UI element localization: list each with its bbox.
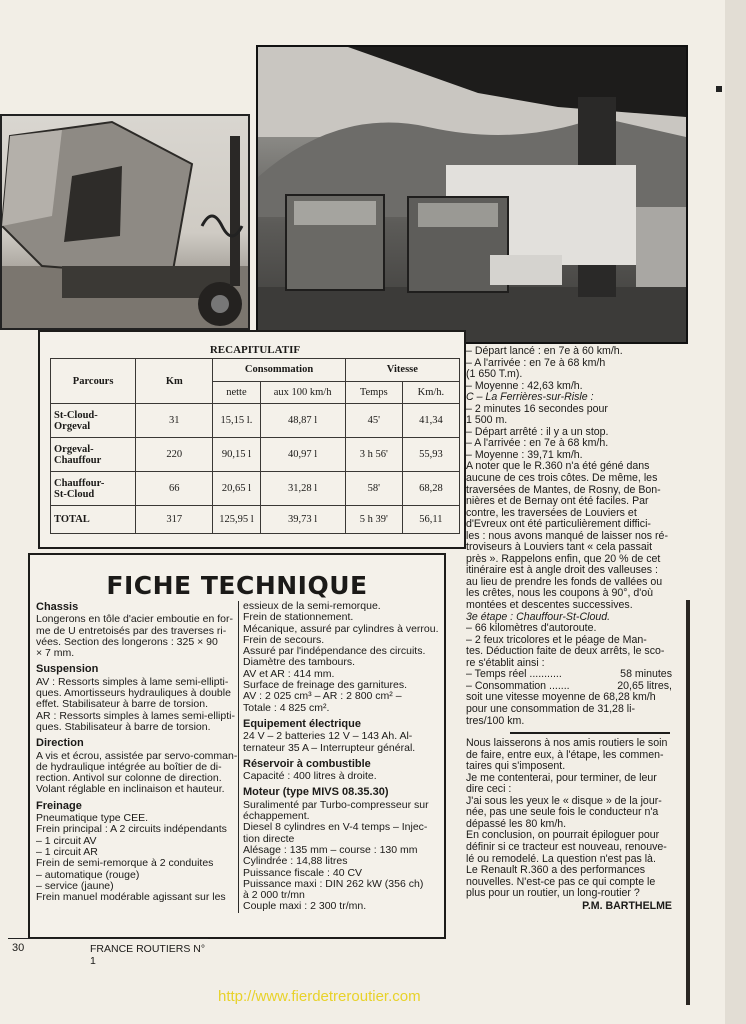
- author-signature: P.M. BARTHELME: [582, 899, 672, 912]
- article-column: [466, 346, 672, 912]
- section-heading: Freinage: [36, 799, 82, 812]
- section-text: A vis et écrou, assistée par servo-comman- de hydraulique intégrée au boîtier de di- rection. Antivol sur colonne de direction. Volant réglable en inclinaison et hauteur.: [36, 749, 238, 796]
- section-heading: Equipement électrique: [243, 717, 361, 730]
- row-temps: 58': [345, 472, 402, 506]
- col-nette: nette: [213, 381, 260, 404]
- result-label: – Consommation .......: [466, 679, 570, 692]
- row-aux100: 39,73 l: [260, 506, 345, 534]
- row-nette: 90,15 l: [213, 438, 260, 472]
- page-edge: [725, 0, 746, 1024]
- section-heading: Réservoir à combustible: [243, 757, 371, 770]
- article-paragraph: – 66 kilomètres d'autoroute. – 2 feux tricolores et le péage de Man- tes. Déduction faite de deux arrêts, le sco- re s'établit ainsi :: [466, 622, 665, 669]
- row-temps: 3 h 56': [345, 438, 402, 472]
- footer-rule: [8, 938, 208, 939]
- photo-tilted-cab: [0, 114, 250, 330]
- recap-grid: [50, 338, 460, 534]
- col-parcours: Parcours: [51, 359, 136, 404]
- row-aux100: 40,97 l: [260, 438, 345, 472]
- section-text: Capacité : 400 litres à droite.: [243, 770, 377, 783]
- page-edge-bar: [686, 600, 690, 1005]
- row-km: 317: [136, 506, 213, 534]
- page-number: 30: [12, 942, 25, 954]
- fiche-column-left: [36, 597, 238, 903]
- row-km: 220: [136, 438, 213, 472]
- row-nette: 20,65 l: [213, 472, 260, 506]
- section-heading: Suspension: [36, 663, 99, 676]
- article-paragraph: – 2 minutes 16 secondes pour 1 500 m. – Départ arrêté : il y a un stop. – A l'arrivée : en 7e à 68 km/h. – Moyenne : 39,71 km/h. A noter que le R.360 n'a été géné dans aucune de ces trois côtes. De même, les traversées de Mantes, de Rosny, de Bon- nières et de Bernay ont été faciles. Par contre, les traversées de Louviers et d'Evreux ont été particulièrement diffici- les : nous avons manqué de laisser nos ré- troviseurs à Louviers tant « cela passait près ». Rappelons enfin, que 20 % de cet itinéraire est à angle droit des valleuses : au lieu de prendre les fonds de vallées ou les crêtes, nous les coupons à 90°, d'où montées et descentes successives.: [466, 402, 668, 612]
- col-consommation: Consommation: [213, 359, 345, 382]
- row-name: TOTAL: [51, 506, 136, 534]
- photo-trucks-under-bridge: [256, 45, 688, 344]
- section-divider: [510, 732, 670, 734]
- row-temps: 5 h 39': [345, 506, 402, 534]
- row-kmh: 56,11: [402, 506, 459, 534]
- result-label: – Temps réel ...........: [466, 668, 562, 681]
- edge-mark: [716, 86, 722, 92]
- result-value: 58 minutes: [620, 668, 672, 681]
- section-heading: Chassis: [36, 601, 79, 613]
- fiche-column-right: [238, 601, 445, 913]
- section-text: Suralimenté par Turbo-compresseur sur échappement. Diesel 8 cylindres en V-4 temps – Injec- tion directe Alésage : 135 mm – course : 130 mm Cylindrée : 14,88 litres Puissance fiscale : 40 CV Puissance maxi : DIN 262 kW (356 ch) à 2 000 tr/mn Couple maxi : 2 300 tr/mn.: [243, 798, 429, 913]
- col-km: Km: [136, 359, 213, 404]
- fiche-title: FICHE TECHNIQUE: [106, 571, 368, 600]
- section-text: AV : Ressorts simples à lame semi-ellipti- ques. Amortisseurs hydrauliques à double effet. Stabilisateur à barre de torsion. AR : Ressorts simples à lames semi-ellipti- ques. Stabilisateur à barre de torsion.: [36, 675, 235, 733]
- row-kmh: 68,28: [402, 472, 459, 506]
- col-kmh: Km/h.: [402, 381, 459, 404]
- section-text: Longerons en tôle d'acier emboutie en for- me de U entretoisés par des traverses ri- vées. Section des longerons : 325 × 90 × 7 mm.: [36, 613, 233, 660]
- row-nette: 15,15 l.: [213, 404, 260, 438]
- section-text: Pneumatique type CEE. Frein principal : A 2 circuits indépendants – 1 circuit AV – 1 circuit AR Frein de semi-remorque à 2 conduites – automatique (rouge) – service (jaune) Frein manuel modérable agissant sur les: [36, 812, 227, 904]
- row-aux100: 48,87 l: [260, 404, 345, 438]
- row-name: St-Cloud- Orgeval: [51, 404, 136, 438]
- col-temps: Temps: [345, 381, 402, 404]
- fiche-technique: [28, 553, 446, 939]
- article-paragraph: Nous laisserons à nos amis routiers le soin de faire, entre eux, à l'étape, les commen- taires qui s'imposent. Je me contenterai, pour terminer, de leur dire ceci : J'ai sous les yeux le « disque » de la jour- née, pas une seule fois le conducteur n'a dépassé les 80 km/h. En conclusion, on pourrait épiloguer pour définir si ce tracteur est nouveau, renouve- lé ou remodelé. La question n'est pas là. Le Renault R.360 a des performances nouvelles. N'est-ce pas ce qui compte le plus pour un routier, un long-routier ?: [466, 737, 668, 900]
- row-km: 66: [136, 472, 213, 506]
- table-row: [51, 404, 460, 438]
- row-name: Chauffour- St-Cloud: [51, 472, 136, 506]
- row-km: 31: [136, 404, 213, 438]
- magazine-name: FRANCE ROUTIERS N° 1: [90, 943, 206, 967]
- row-temps: 45': [345, 404, 402, 438]
- col-vitesse: Vitesse: [345, 359, 459, 382]
- section-text: essieux de la semi-remorque. Frein de stationnement. Mécanique, assuré par cylindres à verrou. Frein de secours. Assuré par l'indépendance des circuits. Diamètre des tambours. AV et AR : 414 mm. Surface de freinage des garnitures. AV : 2 025 cm³ – AR : 2 800 cm² – Totale : 4 825 cm².: [243, 600, 439, 714]
- row-aux100: 31,28 l: [260, 472, 345, 506]
- article-stage-heading: 3e étape : Chauffour-St-Cloud.: [466, 610, 611, 623]
- result-value: 20,65 litres,: [617, 679, 672, 692]
- row-kmh: 41,34: [402, 404, 459, 438]
- article-stage-heading: C – La Ferrières-sur-Risle :: [466, 391, 594, 404]
- row-kmh: 55,93: [402, 438, 459, 472]
- article-paragraph: soit une vitesse moyenne de 68,28 km/h pour une consommation de 31,28 li- tres/100 km.: [466, 691, 656, 727]
- table-row: [51, 472, 460, 506]
- article-paragraph: – Départ lancé : en 7e à 60 km/h. – A l'arrivée : en 7e à 68 km/h (1 650 T.m). – Moyenne : 42,63 km/h.: [466, 345, 623, 392]
- row-name: Orgeval- Chauffour: [51, 438, 136, 472]
- col-aux100: aux 100 km/h: [260, 381, 345, 404]
- watermark-url[interactable]: http://www.fierdetreroutier.com: [218, 988, 421, 1005]
- section-heading: Direction: [36, 737, 84, 750]
- table-row: [51, 438, 460, 472]
- section-heading: Moteur (type MIVS 08.35.30): [243, 786, 389, 799]
- section-text: 24 V – 2 batteries 12 V – 143 Ah. Al- ternateur 35 A – Interrupteur général.: [243, 730, 416, 754]
- recap-title: RECAPITULATIF: [209, 344, 301, 356]
- table-row-total: [51, 506, 460, 534]
- row-nette: 125,95 l: [213, 506, 260, 534]
- recap-table: [38, 330, 466, 549]
